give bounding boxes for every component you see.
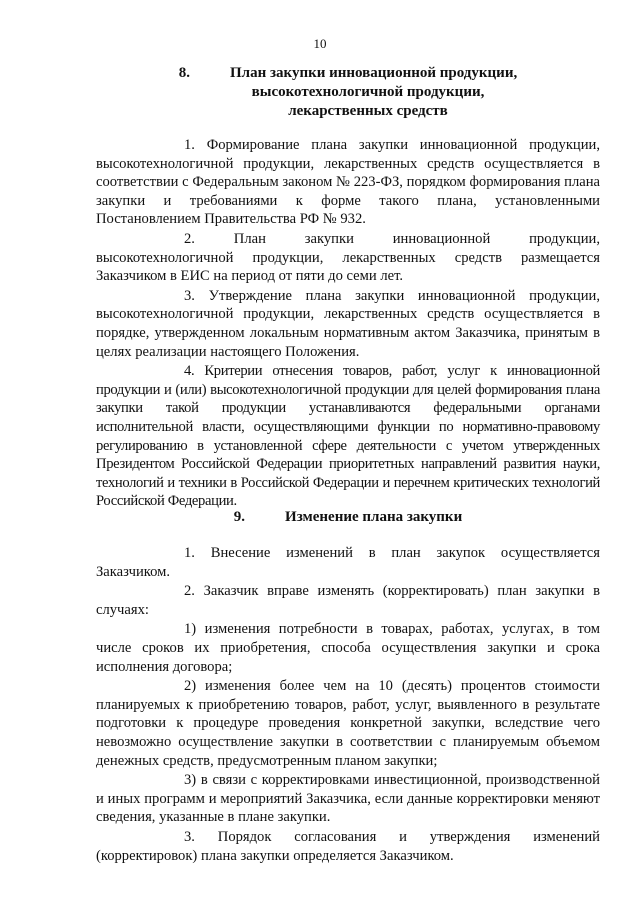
section-8-number: 8. — [178, 65, 191, 81]
page-number: 10 — [313, 36, 327, 51]
paragraph-number: 2. — [184, 230, 195, 247]
section-9-subitem-1 — [96, 620, 600, 676]
subitem-number: 1) — [184, 621, 197, 638]
section-8-paragraph-4 — [96, 362, 600, 511]
subitem-number: 3) — [184, 772, 197, 789]
paragraph-number: 3. — [184, 828, 195, 845]
paragraph-number: 4. — [184, 363, 195, 380]
subitem-text: изменения более чем на 10 (десять) процентов стоимости планируемых к приобретению товаров, работ, услуг, выявленного в результате подготовки к процедуре проведения конкретной закупки, вследствие чего невозможно осуществление закупки в соответствии с планируемым объемом денежных средств, предусмотренным планом закупки; — [96, 678, 600, 769]
paragraph-text: План закупки инновационной продукции, высокотехнологичной продукции, лекарственных средств размещается Заказчиком в ЕИС на период от пяти до семи лет. — [96, 230, 600, 285]
section-9-heading — [96, 508, 600, 527]
paragraph-number: 1. — [184, 545, 195, 561]
paragraph-text: Заказчик вправе изменять (корректировать) план закупки в случаях: — [96, 583, 600, 618]
paragraph-text: Критерии отнесения товаров, работ, услуг к инновационной продукции и (или) высокотехнологичной продукции для целей формирования плана закупки такой продукции устанавливаются федеральными органами исполнительной власти, осуществляющими функции по нормативно-правовому регулированию в установленной сфере деятельности с учетом утвержденных Президентом Российской Федерации приоритетных направлений развития науки, технологий и техники в Российской Федерации и перечнем критических технологий Российской Федерации. — [96, 363, 600, 510]
section-9-paragraph-1 — [96, 544, 600, 581]
paragraph-number: 2. — [184, 583, 195, 600]
subitem-number: 2) — [184, 678, 197, 695]
section-8-heading-line-1 — [96, 64, 600, 83]
paragraph-number: 3. — [184, 287, 195, 304]
section-9-paragraph-2 — [96, 582, 600, 619]
subitem-text: изменения потребности в товарах, работах, услугах, в том числе сроков их приобретения, способа осуществления закупки и срока исполнения договора; — [96, 621, 601, 675]
section-8-paragraph-2 — [96, 230, 600, 286]
section-8-title-line-2: высокотехнологичной продукции, — [251, 84, 485, 100]
paragraph-text: Формирование плана закупки инновационной продукции, высокотехнологичной продукции, лекарственных средств осуществляется в соответствии с Федеральным законом № 223-ФЗ, порядком формирования плана закупки и требованиями к форме такого плана, установленными Постановлением Правительства РФ № 932. — [96, 137, 600, 228]
section-8-paragraph-1 — [96, 136, 600, 229]
section-8-title-line-1: План закупки инновационной продукции, — [230, 65, 518, 81]
paragraph-text: Внесение изменений в план закупок осуществляется Заказчиком. — [96, 545, 600, 580]
section-8-paragraph-3 — [96, 287, 600, 361]
section-8 — [96, 64, 600, 121]
section-9-number: 9. — [233, 509, 246, 525]
paragraph-number: 1. — [184, 137, 195, 153]
section-9-body — [96, 544, 600, 866]
paragraph-text: Утверждение плана закупки инновационной продукции, высокотехнологичной продукции, лекарственных средств осуществляется в порядке, утвержденном локальным нормативным актом Заказчика, принятым в целях реализации настоящего Положения. — [96, 287, 600, 360]
subitem-text: в связи с корректировками инвестиционной, производственной и иных программ и мероприятий Заказчика, если данные корректировки меняют сведения, указанные в плане закупки. — [96, 772, 600, 826]
section-9-subitem-2 — [96, 677, 600, 770]
paragraph-text: Порядок согласования и утверждения изменений (корректировок) плана закупки определяется Заказчиком. — [96, 828, 600, 864]
section-9-subitem-3 — [96, 771, 600, 827]
section-8-title-line-3: лекарственных средств — [288, 103, 448, 119]
section-8-body — [96, 136, 600, 512]
section-9-title: Изменение плана закупки — [285, 509, 463, 525]
section-8-heading — [96, 64, 600, 121]
section-9 — [96, 508, 600, 527]
section-9-paragraph-3 — [96, 828, 600, 865]
